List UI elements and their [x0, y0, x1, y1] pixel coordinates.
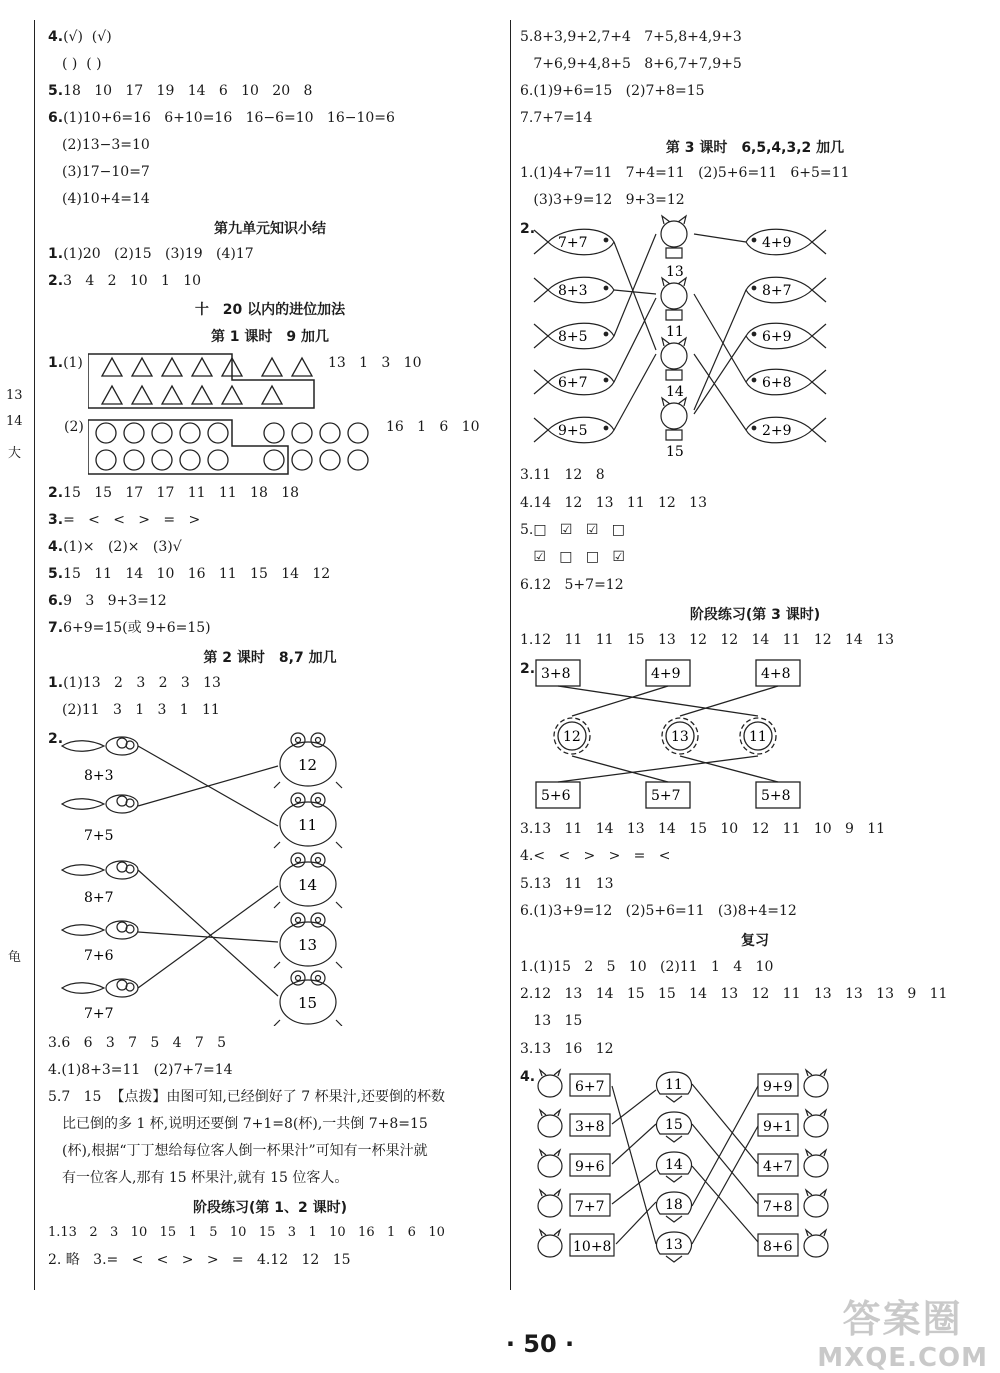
- fish-label: 8+7: [762, 283, 792, 299]
- triangles-figure: [88, 352, 318, 410]
- answer-line: 6.9 3 9+3=12: [48, 593, 167, 609]
- answer-line: (3)3+9=12 9+3=12: [520, 192, 685, 208]
- frog-number: 12: [298, 756, 318, 774]
- cat-number: 13: [666, 264, 684, 280]
- question-label: 1.(1): [48, 355, 83, 371]
- question-label: 2.: [48, 731, 64, 747]
- answer-line: 2.3 4 2 10 1 10: [48, 273, 202, 289]
- answer-line: 1.(1)4+7=11 7+4=11 (2)5+6=11 6+5=11: [520, 165, 850, 181]
- answer-line: 比已倒的多 1 杯,说明还要倒 7+1=8(杯),一共倒 7+8=15: [62, 1116, 428, 1132]
- box-label: 9+9: [763, 1079, 793, 1095]
- answer-numbers: 16 1 6 10: [386, 419, 480, 435]
- margin-mark: 13: [6, 388, 23, 403]
- box-label: 9+6: [575, 1159, 605, 1175]
- frog-number: 13: [298, 936, 318, 954]
- answer-line: (4)10+4=14: [62, 191, 150, 207]
- tadpole-label: 7+6: [84, 948, 114, 964]
- answer-line: 4.(1)× (2)× (3)√: [48, 539, 182, 555]
- answer-line: 4.< < > > = <: [520, 848, 671, 864]
- answer-line: 5.8+3,9+2,7+4 7+5,8+4,9+3: [520, 29, 742, 45]
- peach-number: 15: [665, 1117, 683, 1133]
- answer-line: 3.13 16 12: [520, 1041, 614, 1057]
- answer-line: 13 15: [520, 1013, 583, 1029]
- box-label: 10+8: [573, 1239, 612, 1255]
- answer-line: (2)11 3 1 3 1 11: [62, 702, 220, 718]
- page-number: · 50 ·: [505, 1330, 575, 1358]
- answer-line: 7+6,9+4,8+5 8+6,7+7,9+5: [520, 56, 742, 72]
- fish-label: 2+9: [762, 423, 792, 439]
- answer-line: 5.15 11 14 10 16 11 15 14 12: [48, 566, 331, 582]
- margin-mark: 大: [8, 446, 22, 461]
- answer-line: ( ) ( ): [62, 56, 102, 72]
- peach-number: 13: [665, 1237, 683, 1253]
- box-label: 4+9: [651, 666, 681, 682]
- cat-number: 14: [666, 384, 684, 400]
- box-label: 5+7: [651, 788, 681, 804]
- column-divider: [510, 20, 511, 1290]
- tadpole-frog-matching: [56, 726, 356, 1026]
- answer-line: 1.(1)13 2 3 2 3 13: [48, 675, 221, 691]
- answer-line: 2. 略 3.= < < > > = 4.12 12 15: [48, 1252, 351, 1268]
- box-label: 3+8: [541, 666, 571, 682]
- answer-line: 4.14 12 13 11 12 13: [520, 495, 707, 511]
- answer-line: 有一位客人,那有 15 杯果汁,就有 15 位客人。: [62, 1170, 349, 1186]
- lesson-heading: 第 1 课时 9 加几: [210, 329, 330, 345]
- answer-line: 6.12 5+7=12: [520, 577, 624, 593]
- answer-line: 1.13 2 3 10 15 1 5 10 15 3 1 10 16 1 6 10: [48, 1225, 445, 1240]
- answer-numbers: 13 1 3 10: [328, 355, 422, 371]
- box-label: 3+8: [575, 1119, 605, 1135]
- answer-line: 5.13 11 13: [520, 876, 614, 892]
- fish-label: 6+8: [762, 375, 792, 391]
- box-label: 7+7: [575, 1199, 605, 1215]
- box-label: 5+8: [761, 788, 791, 804]
- answer-line: 3.6 6 3 7 5 4 7 5: [48, 1035, 227, 1051]
- review-matching: [532, 1066, 838, 1276]
- frog-number: 15: [298, 994, 318, 1012]
- answer-line: ☑ □ □ ☑: [520, 549, 625, 565]
- flower-number: 13: [671, 729, 689, 745]
- question-label: (2): [64, 419, 84, 435]
- unit-heading: 十 20 以内的进位加法: [194, 302, 346, 318]
- answer-line: 3.= < < > = >: [48, 512, 201, 528]
- answer-line: (3)17−10=7: [62, 164, 150, 180]
- frog-number: 11: [298, 816, 318, 834]
- answer-line: 4.(1)8+3=11 (2)7+7=14: [48, 1062, 233, 1078]
- review-heading: 复习: [741, 933, 769, 949]
- peach-number: 14: [665, 1157, 683, 1173]
- tadpole-label: 8+7: [84, 890, 114, 906]
- watermark-en: MXQE.COM: [817, 1343, 988, 1373]
- fish-label: 8+3: [558, 283, 588, 299]
- box-flower-matching: [532, 658, 812, 810]
- watermark: [817, 1288, 988, 1373]
- tadpole-label: 8+3: [84, 768, 114, 784]
- box-label: 5+6: [541, 788, 571, 804]
- fish-label: 7+7: [558, 235, 588, 251]
- answer-line: 3.13 11 14 13 14 15 10 12 11 10 9 11: [520, 821, 886, 837]
- peach-number: 18: [665, 1197, 683, 1213]
- circles-figure: [88, 418, 378, 476]
- answer-line: 6.(1)9+6=15 (2)7+8=15: [520, 83, 705, 99]
- left-margin-rule: [34, 20, 35, 1290]
- box-label: 6+7: [575, 1079, 605, 1095]
- tadpole-label: 7+5: [84, 828, 114, 844]
- fish-label: 6+9: [762, 329, 792, 345]
- frog-number: 14: [298, 876, 318, 894]
- box-label: 9+1: [763, 1119, 793, 1135]
- answer-line: 4.(√) (√): [48, 29, 112, 45]
- answer-line: 1.(1)20 (2)15 (3)19 (4)17: [48, 246, 254, 262]
- fish-label: 4+9: [762, 235, 792, 251]
- answer-line: 7.7+7=14: [520, 110, 593, 126]
- cat-number: 15: [666, 444, 684, 460]
- answer-line: 5.18 10 17 19 14 6 10 20 8: [48, 83, 313, 99]
- answer-line: 7.6+9=15(或 9+6=15): [48, 620, 211, 636]
- answer-line: 5.□ ☑ ☑ □: [520, 522, 625, 538]
- answer-line: 5.7 15 【点拨】由图可知,已经倒好了 7 杯果汁,还要倒的杯数: [48, 1089, 446, 1105]
- box-label: 4+8: [761, 666, 791, 682]
- answer-line: 1.12 11 11 15 13 12 12 14 11 12 14 13: [520, 632, 894, 648]
- answer-line: 6.(1)10+6=16 6+10=16 16−6=10 16−10=6: [48, 110, 395, 126]
- answer-line: 3.11 12 8: [520, 467, 605, 483]
- margin-mark: 龟: [8, 950, 22, 965]
- box-label: 4+7: [763, 1159, 793, 1175]
- fish-label: 8+5: [558, 329, 588, 345]
- flower-number: 11: [749, 729, 767, 745]
- stage-heading: 阶段练习(第 1、2 课时): [192, 1200, 348, 1216]
- box-label: 7+8: [763, 1199, 793, 1215]
- box-label: 8+6: [763, 1239, 793, 1255]
- stage-heading: 阶段练习(第 3 课时): [689, 607, 821, 623]
- answer-line: 1.(1)15 2 5 10 (2)11 1 4 10: [520, 959, 774, 975]
- answer-line: 2.15 15 17 17 11 11 18 18: [48, 485, 300, 501]
- lesson-heading: 第 2 课时 8,7 加几: [203, 650, 337, 666]
- question-label: 2.: [520, 661, 536, 677]
- fish-label: 6+7: [558, 375, 588, 391]
- section-heading-summary: 第九单元知识小结: [214, 221, 326, 237]
- fish-label: 9+5: [558, 423, 588, 439]
- peach-number: 11: [665, 1077, 683, 1093]
- answer-line: (2)13−3=10: [62, 137, 150, 153]
- watermark-cn: 答案圈: [842, 1297, 963, 1341]
- lesson-heading: 第 3 课时 6,5,4,3,2 加几: [665, 140, 845, 156]
- answer-line: (杯),根据“丁丁想给每位客人倒一杯果汁”可知有一杯果汁就: [62, 1143, 428, 1159]
- flower-number: 12: [563, 729, 581, 745]
- answer-line: 2.12 13 14 15 15 14 13 12 11 13 13 13 9 11: [520, 986, 948, 1002]
- question-label: 2.: [520, 221, 536, 237]
- margin-mark: 14: [6, 414, 23, 429]
- question-label: 4.: [520, 1069, 536, 1085]
- cat-number: 11: [666, 324, 684, 340]
- fish-cat-matching: [528, 214, 828, 462]
- answer-line: 6.(1)3+9=12 (2)5+6=11 (3)8+4=12: [520, 903, 797, 919]
- tadpole-label: 7+7: [84, 1006, 114, 1022]
